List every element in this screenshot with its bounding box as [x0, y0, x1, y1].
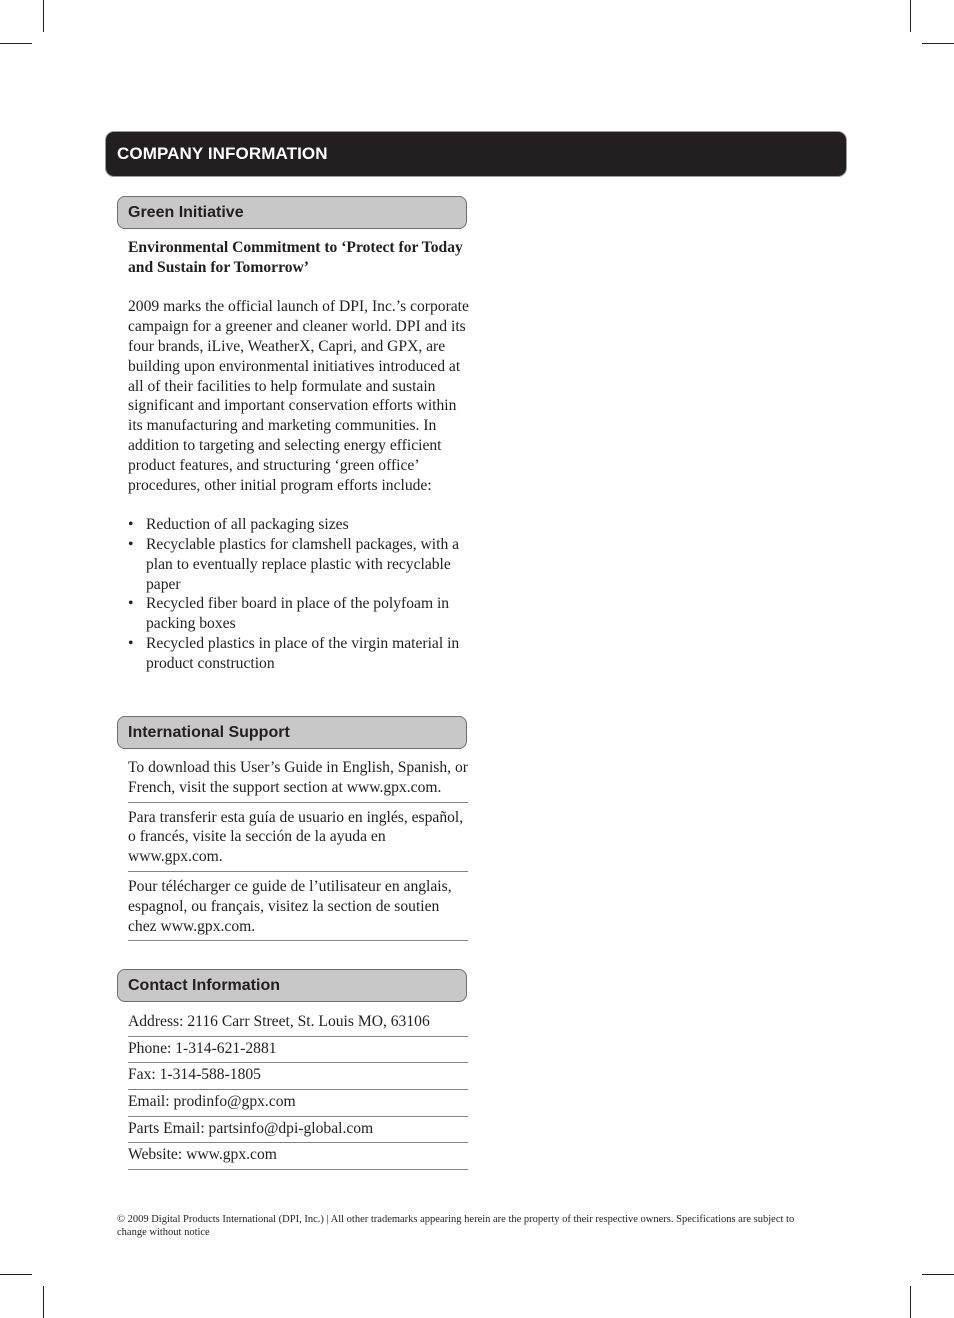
- company-information-banner: [106, 132, 846, 176]
- support-paragraph-spanish: Para transferir esta guía de usuario en inglés, español, o francés, visite la sección de la ayuda en www.gpx.com.: [128, 803, 468, 872]
- green-initiative-title: Green Initiative: [128, 203, 244, 221]
- bullet-item: • Recyclable plastics for clamshell packages, with a plan to eventually replace plastic with recyclable paper: [128, 535, 473, 594]
- green-initiative-body: 2009 marks the official launch of DPI, Inc.’s corporate campaign for a greener and cleaner world. DPI and its four brands, iLive, WeatherX, Capri, and GPX, are building upon environmental initiatives introduced at all of their facilities to help formulate and sustain significant and important conservation efforts within its manufacturing and marketing communities. In addition to targeting and selecting energy efficient product features, and structuring ‘green office’ procedures, other initial program efforts include:: [128, 298, 469, 494]
- contact-fax: Fax: 1-314-588-1805: [128, 1063, 468, 1090]
- green-initiative-heading: Environmental Commitment to ‘Protect for Today and Sustain for Tomorrow’: [128, 239, 463, 276]
- support-paragraph-english: To download this User’s Guide in English, Spanish, or French, visit the support section at www.gpx.com.: [128, 753, 468, 803]
- bullet-item: • Recycled plastics in place of the virgin material in product construction: [128, 634, 473, 674]
- copyright-footer: © 2009 Digital Products International (DPI, Inc.) | All other trademarks appearing herein are the property of their respective owners. Specifications are subject to change without notice: [117, 1214, 795, 1238]
- contact-information-title: Contact Information: [128, 976, 280, 994]
- crop-mark-bottom-right-h: [922, 1274, 954, 1275]
- support-paragraph-french: Pour télécharger ce guide de l’utilisateur en anglais, espagnol, ou français, visitez la section de soutien chez www.gpx.com.: [128, 872, 468, 941]
- green-initiative-bullets: [128, 515, 473, 673]
- crop-mark-bottom-left-h: [0, 1274, 32, 1275]
- banner-title: COMPANY INFORMATION: [117, 144, 328, 163]
- contact-email: Email: prodinfo@gpx.com: [128, 1090, 468, 1117]
- international-support-title: International Support: [128, 723, 290, 741]
- bullet-item: • Recycled fiber board in place of the polyfoam in packing boxes: [128, 594, 473, 634]
- contact-parts-email: Parts Email: partsinfo@dpi-global.com: [128, 1117, 468, 1144]
- international-support-header: [117, 716, 467, 749]
- contact-website: Website: www.gpx.com: [128, 1143, 468, 1170]
- bullet-item: • Reduction of all packaging sizes: [128, 515, 473, 535]
- contact-information-header: [117, 969, 467, 1002]
- green-initiative-content: [128, 238, 473, 674]
- crop-mark-bottom-right-v: [910, 1286, 911, 1318]
- contact-address: Address: 2116 Carr Street, St. Louis MO, 63106: [128, 1010, 468, 1037]
- contact-phone: Phone: 1-314-621-2881: [128, 1037, 468, 1064]
- green-initiative-header: [117, 196, 467, 229]
- international-support-list: [128, 753, 468, 941]
- crop-mark-top-right-v: [910, 0, 911, 32]
- crop-mark-top-right-h: [922, 43, 954, 44]
- crop-mark-top-left-v: [43, 0, 44, 32]
- contact-information-list: [128, 1010, 468, 1170]
- crop-mark-top-left-h: [0, 43, 32, 44]
- crop-mark-bottom-left-v: [43, 1286, 44, 1318]
